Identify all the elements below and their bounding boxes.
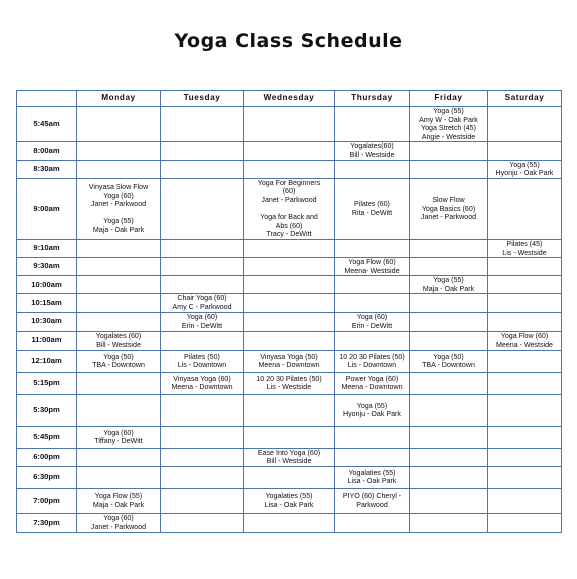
class-cell [161, 178, 244, 239]
time-cell: 9:00am [17, 178, 77, 239]
class-cell [410, 294, 488, 312]
class-cell [244, 488, 335, 513]
time-cell: 5:45pm [17, 426, 77, 448]
class-text: Slow Flow Yoga Basics (60) Janet - Parkwood [420, 195, 477, 222]
class-cell [161, 513, 244, 532]
class-cell [161, 160, 244, 178]
time-cell: 6:30pm [17, 466, 77, 488]
table-row [17, 239, 562, 257]
class-cell [161, 448, 244, 466]
class-cell [488, 312, 562, 331]
class-cell [77, 178, 161, 239]
class-cell [77, 350, 161, 372]
header-row [17, 91, 562, 107]
class-cell [161, 488, 244, 513]
table-row [17, 331, 562, 350]
class-cell [244, 107, 335, 142]
time-cell: 7:00pm [17, 488, 77, 513]
class-cell [488, 107, 562, 142]
class-cell [161, 426, 244, 448]
class-cell [335, 466, 410, 488]
class-cell [410, 426, 488, 448]
class-cell [77, 142, 161, 160]
table-row [17, 426, 562, 448]
class-cell [410, 513, 488, 532]
class-cell [335, 258, 410, 276]
class-text: Yoga For Beginners (60) Janet - Parkwood Yoga for Back and Abs (60) Tracy - DeWitt [257, 178, 321, 239]
class-cell [77, 488, 161, 513]
class-cell [77, 394, 161, 426]
class-cell [335, 160, 410, 178]
class-cell [335, 331, 410, 350]
class-cell [161, 107, 244, 142]
class-cell [335, 372, 410, 394]
time-cell: 10:15am [17, 294, 77, 312]
class-cell [161, 372, 244, 394]
class-text: 10 20 30 Pilates (50) Lis - Downtown [339, 352, 405, 370]
class-text: Yoga (55) Amy W - Oak Park Yoga Stretch (45) Angie - Westside [419, 107, 478, 141]
time-cell: 9:10am [17, 239, 77, 257]
header-monday: Monday [77, 91, 161, 107]
class-cell [244, 426, 335, 448]
class-cell [161, 258, 244, 276]
time-cell: 10:30am [17, 312, 77, 331]
class-cell [335, 312, 410, 331]
class-cell [244, 294, 335, 312]
class-cell [244, 142, 335, 160]
class-cell [244, 372, 335, 394]
class-cell [244, 178, 335, 239]
class-cell [335, 448, 410, 466]
class-cell [410, 350, 488, 372]
table-row [17, 513, 562, 532]
class-cell [410, 142, 488, 160]
class-text: Yoga (50) TBA - Downtown [422, 352, 475, 370]
class-text: Chair Yoga (60) Amy C - Parkwood [172, 294, 232, 312]
header-time [17, 91, 77, 107]
table-row [17, 394, 562, 426]
table-row [17, 448, 562, 466]
class-text: 10 20 30 Pilates (50) Lis - Westside [256, 374, 322, 392]
time-cell: 5:45am [17, 107, 77, 142]
class-text: Yoga (50) TBA - Downtown [92, 352, 145, 370]
class-cell [488, 488, 562, 513]
table-row [17, 312, 562, 331]
class-text: Pilates (45) Lis - Westside [502, 239, 547, 257]
class-cell [488, 178, 562, 239]
time-cell: 12:10am [17, 350, 77, 372]
header-friday: Friday [410, 91, 488, 107]
class-text: Vinyasa Yoga (60) Meena - Downtown [171, 374, 233, 392]
schedule-table [16, 90, 562, 533]
class-cell [335, 488, 410, 513]
table-row [17, 466, 562, 488]
class-cell [335, 107, 410, 142]
table-row [17, 160, 562, 178]
class-text: Yoga (60) Erin - DeWitt [181, 313, 223, 330]
class-cell [77, 426, 161, 448]
class-cell [410, 276, 488, 294]
time-cell: 8:00am [17, 142, 77, 160]
class-cell [244, 160, 335, 178]
class-text: Yoga (55) Hyonju - Oak Park [343, 401, 401, 419]
table-row [17, 258, 562, 276]
class-text: Ease Into Yoga (60) Bill - Westside [257, 448, 321, 466]
class-text: Yoga (60) Tiffany - DeWitt [94, 428, 143, 446]
time-cell: 6:00pm [17, 448, 77, 466]
class-cell [77, 466, 161, 488]
class-cell [77, 294, 161, 312]
class-text: Yoga Flow (55) Maja - Oak Park [92, 492, 145, 509]
table-row [17, 372, 562, 394]
class-cell [410, 239, 488, 257]
table-row [17, 276, 562, 294]
class-cell [244, 350, 335, 372]
class-cell [488, 142, 562, 160]
time-cell: 8:30am [17, 160, 77, 178]
table-row [17, 294, 562, 312]
class-cell [77, 312, 161, 331]
class-cell [488, 372, 562, 394]
class-cell [161, 394, 244, 426]
header-thursday: Thursday [335, 91, 410, 107]
class-cell [488, 513, 562, 532]
class-cell [161, 276, 244, 294]
time-cell: 9:30am [17, 258, 77, 276]
class-cell [488, 331, 562, 350]
class-text: Yoga Flow (60) Meena- Westside [344, 258, 400, 275]
table-row [17, 488, 562, 513]
class-text: Yoga Flow (60) Meena - Westside [495, 332, 554, 349]
class-cell [335, 294, 410, 312]
class-cell [244, 331, 335, 350]
class-cell [488, 426, 562, 448]
class-text: Vinyasa Slow Flow Yoga (60) Janet - Parkwood Yoga (55) Maja - Oak Park [88, 183, 149, 235]
class-cell [161, 466, 244, 488]
header-tuesday: Tuesday [161, 91, 244, 107]
class-text: Yogalaties (55) Lisa - Oak Park [264, 492, 314, 509]
class-cell [488, 466, 562, 488]
class-text: Yogalaties (55) Lisa - Oak Park [347, 468, 397, 486]
class-cell [244, 448, 335, 466]
header-saturday: Saturday [488, 91, 562, 107]
class-cell [488, 239, 562, 257]
class-cell [77, 160, 161, 178]
class-text: Power Yoga (60) Meena - Downtown [341, 374, 403, 392]
class-cell [77, 372, 161, 394]
class-cell [335, 513, 410, 532]
class-cell [161, 294, 244, 312]
class-cell [410, 394, 488, 426]
class-cell [410, 331, 488, 350]
class-cell [488, 276, 562, 294]
class-cell [335, 239, 410, 257]
class-cell [244, 513, 335, 532]
class-cell [410, 107, 488, 142]
time-cell: 11:00am [17, 331, 77, 350]
class-cell [244, 276, 335, 294]
class-cell [488, 350, 562, 372]
class-cell [410, 178, 488, 239]
class-text: PIYO (60) Cheryl - Parkwood [342, 492, 402, 509]
class-cell [410, 312, 488, 331]
class-cell [410, 258, 488, 276]
class-cell [244, 258, 335, 276]
class-cell [410, 448, 488, 466]
page-title: Yoga Class Schedule [174, 30, 403, 52]
class-cell [161, 312, 244, 331]
class-cell [410, 160, 488, 178]
class-cell [77, 107, 161, 142]
class-cell [161, 239, 244, 257]
class-cell [77, 448, 161, 466]
class-cell [77, 331, 161, 350]
class-cell [77, 513, 161, 532]
class-text: Yoga (60) Janet - Parkwood [90, 514, 147, 531]
table-row [17, 142, 562, 160]
class-text: Yogalates(60) Bill - Westside [349, 142, 395, 159]
class-cell [244, 239, 335, 257]
class-text: Pilates (60) Rita - DeWitt [351, 200, 393, 217]
class-cell [244, 394, 335, 426]
class-cell [335, 178, 410, 239]
class-text: Pilates (50) Lis - Downtown [177, 352, 227, 370]
class-cell [335, 276, 410, 294]
class-cell [244, 312, 335, 331]
class-text: Yoga (55) Hyonju - Oak Park [495, 160, 554, 178]
table-row [17, 350, 562, 372]
schedule-body [17, 107, 562, 533]
class-cell [410, 488, 488, 513]
class-cell [488, 160, 562, 178]
class-cell [488, 258, 562, 276]
class-text: Yoga (55) Maja - Oak Park [422, 276, 475, 293]
class-cell [244, 466, 335, 488]
class-cell [488, 394, 562, 426]
class-text: Yogalates (60) Bill - Westside [95, 332, 142, 349]
header-wednesday: Wednesday [244, 91, 335, 107]
class-cell [335, 350, 410, 372]
class-cell [161, 331, 244, 350]
class-cell [488, 448, 562, 466]
time-cell: 10:00am [17, 276, 77, 294]
time-cell: 5:15pm [17, 372, 77, 394]
class-cell [77, 239, 161, 257]
class-cell [410, 372, 488, 394]
class-cell [335, 394, 410, 426]
class-cell [410, 466, 488, 488]
class-cell [335, 426, 410, 448]
time-cell: 5:30pm [17, 394, 77, 426]
class-cell [161, 142, 244, 160]
time-cell: 7:30pm [17, 513, 77, 532]
class-text: Yoga (60) Erin - DeWitt [351, 313, 393, 330]
class-cell [161, 350, 244, 372]
class-cell [77, 258, 161, 276]
class-text: Vinyasa Yoga (50) Meena - Downtown [258, 352, 320, 370]
table-row [17, 178, 562, 239]
table-row [17, 107, 562, 142]
class-cell [335, 142, 410, 160]
class-cell [488, 294, 562, 312]
class-cell [77, 276, 161, 294]
